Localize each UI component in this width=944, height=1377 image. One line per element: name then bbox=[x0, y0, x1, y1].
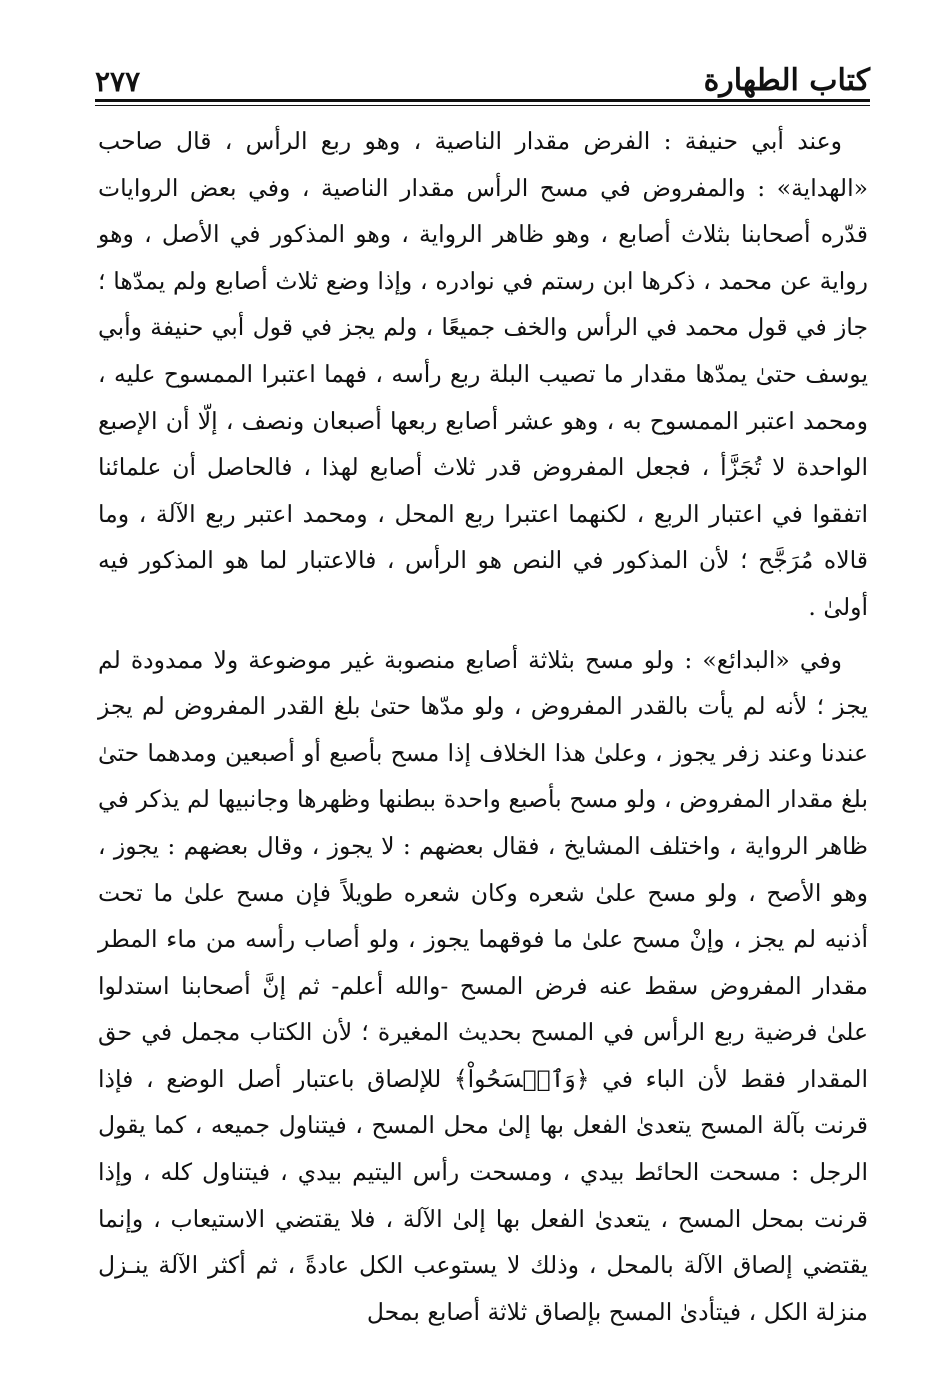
paragraph: وفي «البدائع» : ولو مسح بثلاثة أصابع منصوبة غير موضوعة ولا ممدودة لم يجز ؛ لأنه لم يأت بالقدر المفروض ، ولو مدّها حتىٰ بلغ القدر المفروض لم يجز عندنا وعند زفر يجوز ، وعلىٰ هذا الخلاف إذا مسح بأصبع أو أصبعين ومدهما حتىٰ بلغ مقدار المفروض ، ولو مسح بأصبع واحدة ببطنها وظهرها وجانبيها لم يذكر في ظاهر الرواية ، واختلف المشايخ ، فقال بعضهم : لا يجوز ، وقال بعضهم : يجوز ، وهو الأصح ، ولو مسح علىٰ شعره وكان شعره طويلاً فإن مسح علىٰ ما تحت أذنيه لم يجز ، وإنْ مسح علىٰ ما فوقهما يجوز ، ولو أصاب رأسه من ماء المطر مقدار المفروض سقط عنه فرض المسح -والله أعلم- ثم إنَّ أصحابنا استدلوا علىٰ فرضية ربع الرأس في المسح بحديث المغيرة ؛ لأن الكتاب مجمل في حق المقدار فقط لأن الباء في ﴿وَٱمۡسَحُواْ﴾ للإلصاق باعتبار أصل الوضع ، فإذا قرنت بآلة المسح يتعدىٰ الفعل بها إلىٰ محل المسح ، فيتناول جميعه ، كما يقول الرجل : مسحت الحائط بيدي ، ومسحت رأس اليتيم بيدي ، فيتناول كله ، وإذا قرنت بمحل المسح ، يتعدىٰ الفعل بها إلىٰ الآلة ، فلا يقتضي الاستيعاب ، وإنما يقتضي إلصاق الآلة بالمحل ، وذلك لا يستوعب الكل عادةً ، ثم أكثر الآلة ينـزل منزلة الكل ، فيتأدىٰ المسح بإلصاق ثلاثة أصابع بمحل bbox=[98, 645, 868, 1326]
running-title: كتاب الطهارة bbox=[703, 63, 870, 98]
header-rule-thin bbox=[95, 105, 870, 106]
body-text bbox=[98, 118, 868, 1335]
page-header bbox=[95, 50, 870, 96]
page-number: ٢٧٧ bbox=[95, 65, 141, 98]
header-rule bbox=[95, 99, 870, 102]
paragraph: وعند أبي حنيفة : الفرض مقدار الناصية ، وهو ربع الرأس ، قال صاحب «الهداية» : والمفروض في مسح الرأس مقدار الناصية ، وفي بعض الروايات قدّره أصحابنا بثلاث أصابع ، وهو ظاهر الرواية ، وهو المذكور في الأصل ، وهو رواية عن محمد ، ذكرها ابن رستم في نوادره ، وإذا وضع ثلاث أصابع ولم يمدّها ؛ جاز في قول محمد في الرأس والخف جميعًا ، ولم يجز في قول أبي حنيفة وأبي يوسف حتىٰ يمدّها مقدار ما تصيب البلة ربع رأسه ، فهما اعتبرا الممسوح عليه ، ومحمد اعتبر الممسوح به ، وهو عشر أصابع ربعها أصبعان ونصف ، إلّا أن الإصبع الواحدة لا تُجَزَّأ ، فجعل المفروض قدر ثلاث أصابع لهذا ، فالحاصل أن علمائنا اتفقوا في اعتبار الربع ، لكنهما اعتبرا ربع المحل ، ومحمد اعتبر ربع الآلة ، وما قالاه مُرَجَّح ؛ لأن المذكور في النص هو الرأس ، فالاعتبار لما هو المذكور فيه أولىٰ . bbox=[98, 127, 868, 621]
